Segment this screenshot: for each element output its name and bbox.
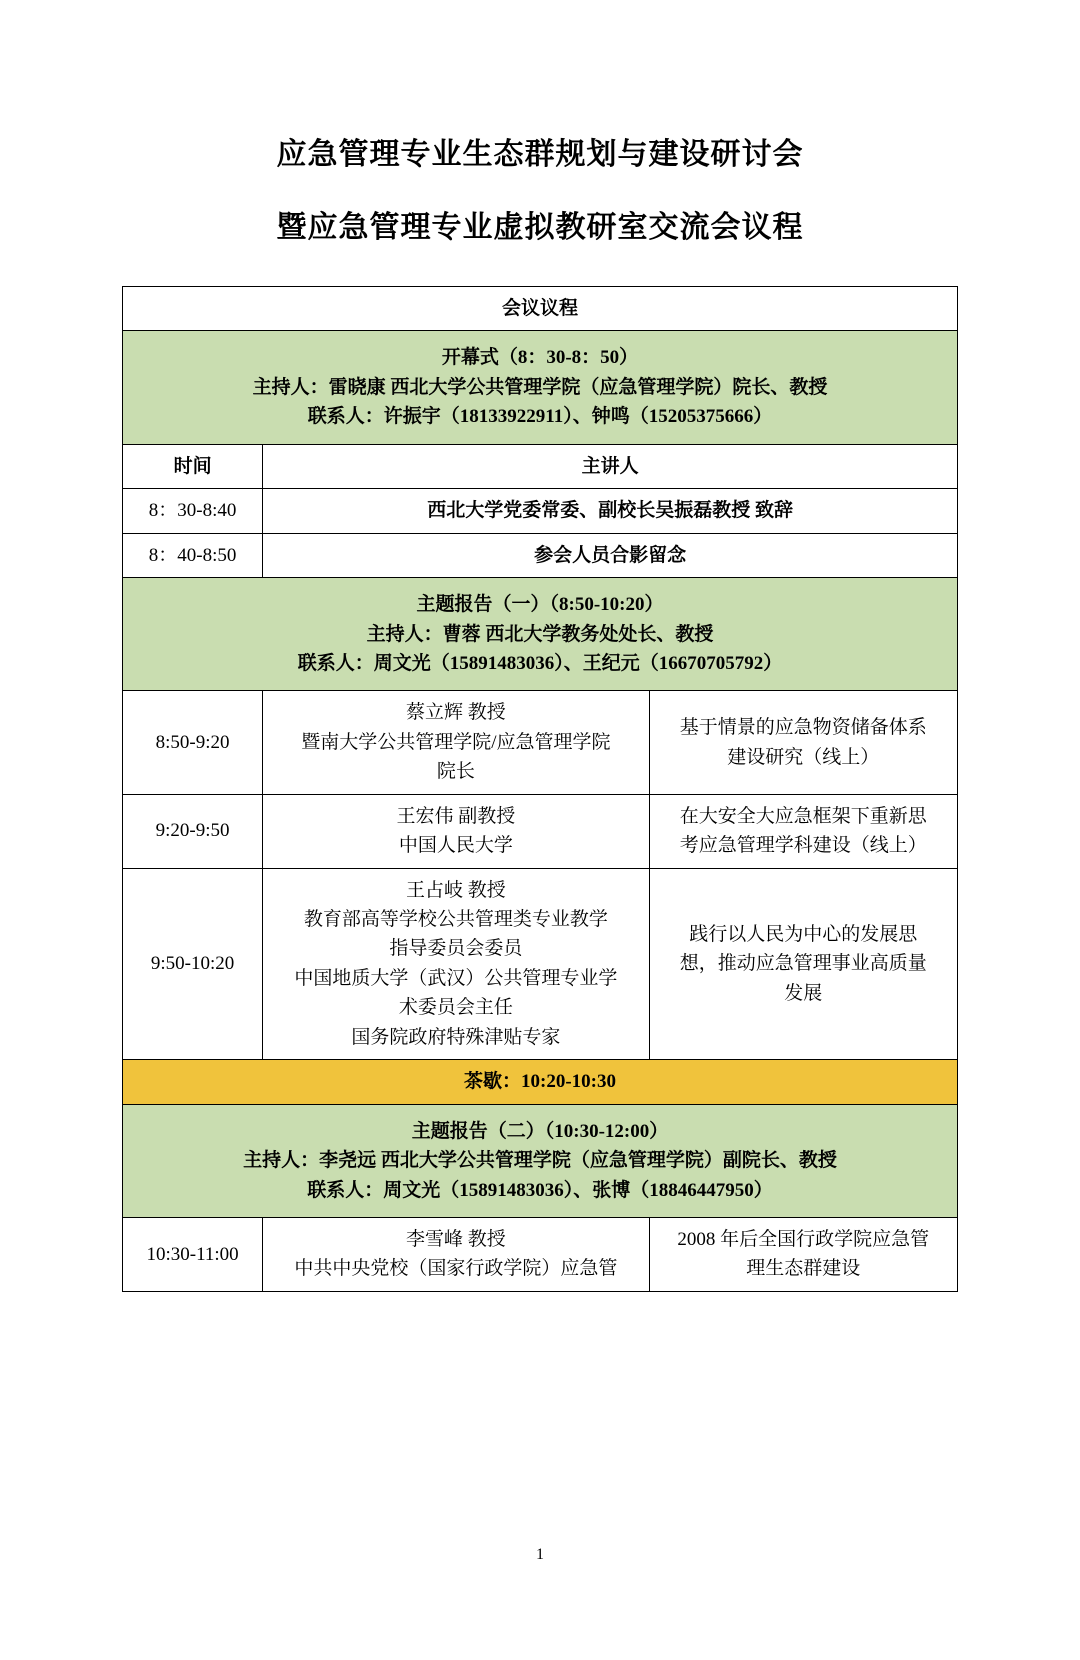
row-time: 8：30-8:40 bbox=[123, 489, 263, 533]
table-row bbox=[123, 331, 958, 444]
row-topic: 在大安全大应急框架下重新思 考应急管理学科建设（线上） bbox=[649, 794, 957, 868]
row-time: 9:20-9:50 bbox=[123, 794, 263, 868]
opening-host: 主持人：雷晓康 西北大学公共管理学院（应急管理学院）院长、教授 bbox=[252, 376, 828, 398]
session1-title: 主题报告（一）（8:50-10:20） bbox=[416, 594, 664, 616]
table-row bbox=[123, 444, 958, 488]
row-time: 10:30-11:00 bbox=[123, 1217, 263, 1291]
row-speaker: 王占岐 教授 教育部高等学校公共管理类专业教学 指导委员会委员 中国地质大学（武汉）公共管理专业学 术委员会主任 国务院政府特殊津贴专家 bbox=[263, 868, 649, 1060]
row-speaker: 王宏伟 副教授 中国人民大学 bbox=[263, 794, 649, 868]
page-title-line2: 暨应急管理专业虚拟教研室交流会议程 bbox=[276, 211, 804, 244]
row-topic: 基于情景的应急物资储备体系 建设研究（线上） bbox=[649, 691, 957, 794]
row-time: 8：40-8:50 bbox=[123, 533, 263, 577]
table-row bbox=[123, 1217, 958, 1291]
session1-host: 主持人：曹蓉 西北大学教务处处长、教授 bbox=[366, 623, 714, 645]
table-row bbox=[123, 868, 958, 1060]
row-content: 参会人员合影留念 bbox=[263, 533, 958, 577]
session2-contact: 联系人：周文光（15891483036）、张博（18846447950） bbox=[307, 1179, 773, 1201]
row-content: 西北大学党委常委、副校长吴振磊教授 致辞 bbox=[263, 489, 958, 533]
row-topic: 践行以人民为中心的发展思 想，推动应急管理事业高质量 发展 bbox=[649, 868, 957, 1060]
opening-title: 开幕式（8：30-8：50） bbox=[441, 347, 639, 369]
page-title-line1: 应急管理专业生态群规划与建设研讨会 bbox=[276, 138, 804, 171]
title-block bbox=[0, 132, 1080, 250]
session1-contact: 联系人：周文光（15891483036）、王纪元（16670705792） bbox=[297, 652, 783, 674]
column-header-speaker: 主讲人 bbox=[263, 444, 958, 488]
table-row bbox=[123, 1104, 958, 1217]
table-row bbox=[123, 578, 958, 691]
row-speaker: 蔡立辉 教授 暨南大学公共管理学院/应急管理学院 院长 bbox=[263, 691, 649, 794]
table-row bbox=[123, 1060, 958, 1104]
page-number: 1 bbox=[536, 1546, 544, 1563]
tea-break-label: 茶歇：10:20-10:30 bbox=[123, 1060, 958, 1104]
table-row bbox=[123, 794, 958, 868]
session1-block bbox=[123, 578, 958, 691]
table-row bbox=[123, 691, 958, 794]
table-row bbox=[123, 533, 958, 577]
row-topic: 2008 年后全国行政学院应急管 理生态群建设 bbox=[649, 1217, 957, 1291]
agenda-table-header: 会议议程 bbox=[123, 287, 958, 331]
row-time: 9:50-10:20 bbox=[123, 868, 263, 1060]
opening-session-block bbox=[123, 331, 958, 444]
table-row bbox=[123, 287, 958, 331]
row-time: 8:50-9:20 bbox=[123, 691, 263, 794]
session2-block bbox=[123, 1104, 958, 1217]
table-row bbox=[123, 489, 958, 533]
opening-contact: 联系人：许振宇（18133922911）、钟鸣（15205375666） bbox=[307, 406, 773, 428]
session2-host: 主持人：李尧远 西北大学公共管理学院（应急管理学院）副院长、教授 bbox=[243, 1150, 837, 1172]
document-page bbox=[0, 132, 1080, 1660]
column-header-time: 时间 bbox=[123, 444, 263, 488]
agenda-table bbox=[122, 286, 958, 1292]
row-speaker: 李雪峰 教授 中共中央党校（国家行政学院）应急管 bbox=[263, 1217, 649, 1291]
session2-title: 主题报告（二）（10:30-12:00） bbox=[411, 1120, 669, 1142]
